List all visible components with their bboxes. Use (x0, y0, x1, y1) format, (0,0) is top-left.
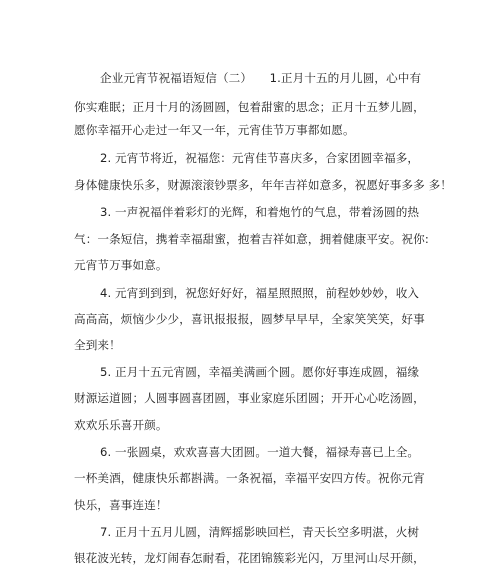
text-line: 气：一条短信，携着幸福甜蜜，抱着吉祥如意，拥着健康平安。祝你: (74, 232, 429, 246)
text-line: 2. 元宵节将近，祝福您：元宵佳节喜庆多，合家团圆幸福多， (100, 151, 420, 165)
text-line: 银花波光转，龙灯闹春怎耐看，花团锦簇彩光闪，万里河山尽开颜， (74, 551, 425, 565)
text-line: 你实难眠；正月十月的汤圆圆，包着甜蜜的思念；正月十五梦儿圆， (74, 100, 425, 114)
text-line: 高高高，烦恼少少少，喜讯报报报，圆梦早早早，全家笑笑笑，好事 (74, 312, 425, 326)
text-line: 财源运道圆；人圆事圆喜团圆，事业家庭乐团圆；开开心心吃汤圆， (74, 391, 425, 405)
text-line: 6. 一张圆桌，欢欢喜喜大团圆。一道大餐，福禄寿喜已上全。 (100, 445, 420, 459)
text-line: 3. 一声祝福伴着彩灯的光辉，和着炮竹的气息，带着汤圆的热 (100, 205, 420, 219)
text-line: 4. 元宵到到到，祝您好好好，福星照照照，前程妙妙妙，收入 (100, 286, 420, 300)
text-line: 身体健康快乐多，财源滚滚钞票多，年年吉祥如意多，祝愿好事多多 多！ (74, 178, 452, 192)
text-line: 快乐，喜事连连！ (74, 498, 168, 512)
text-line: 全到来！ (74, 338, 121, 352)
text-line: 愿你幸福开心走过一年又一年，元宵佳节万事都如愿。 (74, 123, 355, 137)
text-line: 企业元宵节祝福语短信（二） 1.正月十五的月儿圆，心中有 (100, 71, 422, 85)
text-line: 一杯美酒，健康快乐都斟满。一条祝福，幸福平安四方传。祝你元宵 (74, 471, 425, 485)
text-line: 欢欢乐乐喜开颜。 (74, 418, 168, 432)
text-line: 元宵节万事如意。 (74, 258, 168, 272)
text-line: 7. 正月十五月儿圆，清辉摇影映回栏，青天长空多明湛，火树 (100, 525, 420, 539)
text-line: 5. 正月十五元宵圆，幸福美满画个圆。愿你好事连成圆，福缘 (100, 365, 420, 379)
